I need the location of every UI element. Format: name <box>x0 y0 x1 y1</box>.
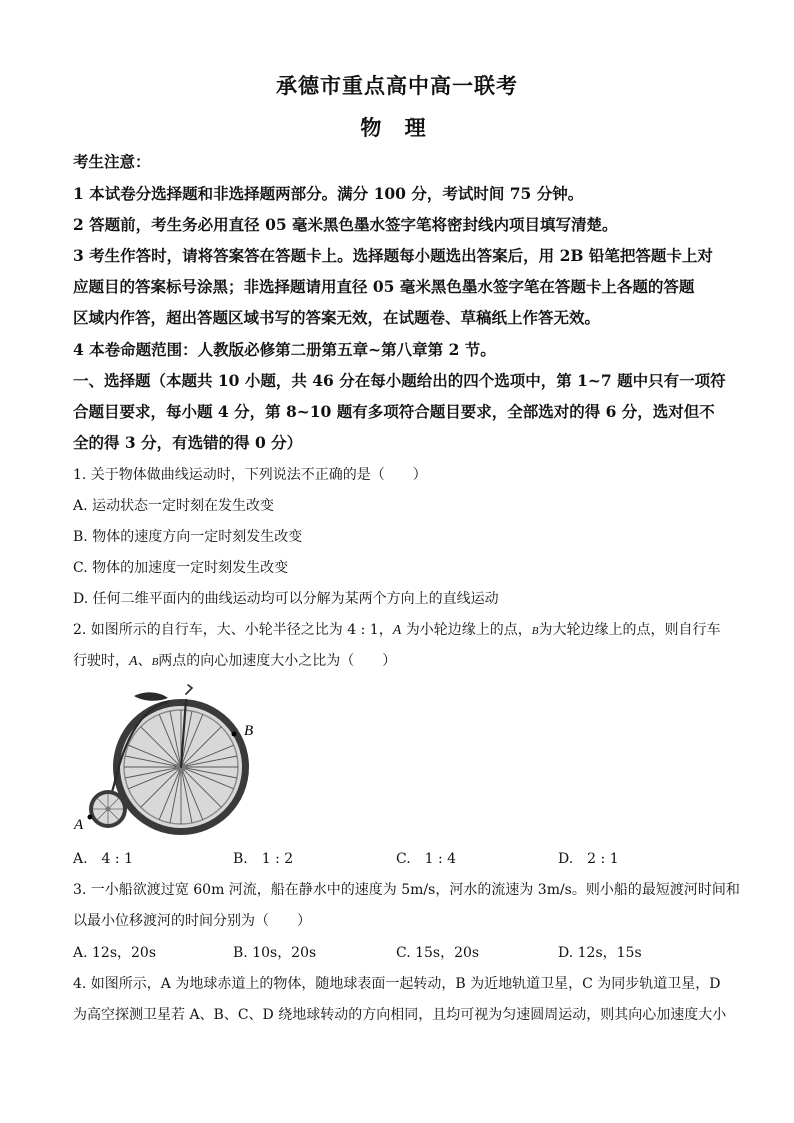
notice-item: 4 本卷命题范围：人教版必修第二册第五章~第八章第 2 节。 <box>73 340 496 359</box>
q2-text: 、 <box>137 653 152 669</box>
point-a-symbol: A <box>129 654 138 669</box>
point-a-marker <box>88 815 93 820</box>
question-2-option-a: A. 4 : 1 <box>73 851 133 867</box>
point-b-marker <box>232 732 237 737</box>
question-2-option-c: C. 1 : 4 <box>396 851 457 867</box>
notice-item: 应题目的答案标号涂黑；非选择题请用直径 05 毫米黑色墨水签字笔在答题卡上各题的答题 <box>73 277 695 296</box>
q2-text: 2. 如图所示的自行车，大、小轮半径之比为 4 : 1， <box>73 622 393 638</box>
notice-item: 区域内作答，超出答题区域书写的答案无效，在试题卷、草稿纸上作答无效。 <box>73 308 601 327</box>
section-heading: 合题目要求，每小题 4 分，第 8~10 题有多项符合题目要求，全部选对的得 6 分，选对但不 <box>73 402 715 421</box>
q2-text: 行驶时， <box>73 653 129 669</box>
question-3-option-a: A. 12s，20s <box>73 945 157 961</box>
question-1-option-c: C. 物体的加速度一定时刻发生改变 <box>73 560 289 576</box>
notice-item: 2 答题前，考生务必用直径 05 毫米黑色墨水签字笔将密封线内项目填写清楚。 <box>73 215 618 234</box>
question-3-option-c: C. 15s，20s <box>396 945 480 961</box>
question-3-stem: 3. 一小船欲渡过宽 60m 河流，船在静水中的速度为 5m/s，河水的流速为 3m/s。则小船的最短渡河时间和 <box>73 882 740 898</box>
saddle <box>134 692 168 700</box>
point-b-symbol: B <box>531 625 539 637</box>
question-4-stem: 4. 如图所示，A 为地球赤道上的物体，随地球表面一起转动，B 为近地轨道卫星，C 为同步轨道卫星，D <box>73 976 721 992</box>
point-b-symbol: B <box>151 656 159 668</box>
question-1-option-b: B. 物体的速度方向一定时刻发生改变 <box>73 529 303 545</box>
question-2-option-b: B. 1 : 2 <box>233 851 294 867</box>
q2-text: 为大轮边缘上的点，则自行车 <box>538 622 721 638</box>
question-3-stem: 以最小位移渡河的时间分别为（ ） <box>73 913 311 929</box>
exam-title: 承德市重点高中高一联考 <box>276 73 518 98</box>
notice-item: 1 本试卷分选择题和非选择题两部分。满分 100 分，考试时间 75 分钟。 <box>73 184 584 203</box>
question-2-option-d: D. 2 : 1 <box>558 851 619 867</box>
question-2-stem-line1 <box>73 619 723 639</box>
question-1-option-d: D. 任何二维平面内的曲线运动均可以分解为某两个方向上的直线运动 <box>73 591 499 607</box>
section-heading: 全的得 3 分，有选错的得 0 分） <box>73 433 303 452</box>
small-wheel <box>89 790 127 828</box>
question-1-option-a: A. 运动状态一定时刻在发生改变 <box>73 498 275 514</box>
question-3-option-d: D. 12s，15s <box>558 945 642 961</box>
section-heading: 一、选择题（本题共 10 小题，共 46 分在每小题给出的四个选项中，第 1~7 题中只有一项符 <box>73 371 726 390</box>
notice-item: 3 考生作答时，请将答案答在答题卡上。选择题每小题选出答案后，用 2B 铅笔把答题卡上对 <box>73 246 713 265</box>
point-b-label: B <box>244 723 254 739</box>
notice-heading: 考生注意： <box>73 152 151 171</box>
question-2-stem-line2 <box>73 650 723 670</box>
point-a-symbol: A <box>392 623 402 638</box>
point-a-label: A <box>74 817 84 833</box>
bicycle-figure <box>68 682 278 842</box>
subject-title: 物 理 <box>360 115 434 140</box>
question-3-option-b: B. 10s，20s <box>233 945 317 961</box>
question-4-stem: 为高空探测卫星若 A、B、C、D 绕地球转动的方向相同，且均可视为匀速圆周运动，则其向心加速度大小 <box>73 1007 727 1023</box>
question-1-stem: 1. 关于物体做曲线运动时，下列说法不正确的是（ ） <box>73 467 427 483</box>
q2-text: 为小轮边缘上的点， <box>401 622 532 638</box>
q2-text: 两点的向心加速度大小之比为（ ） <box>158 653 397 669</box>
